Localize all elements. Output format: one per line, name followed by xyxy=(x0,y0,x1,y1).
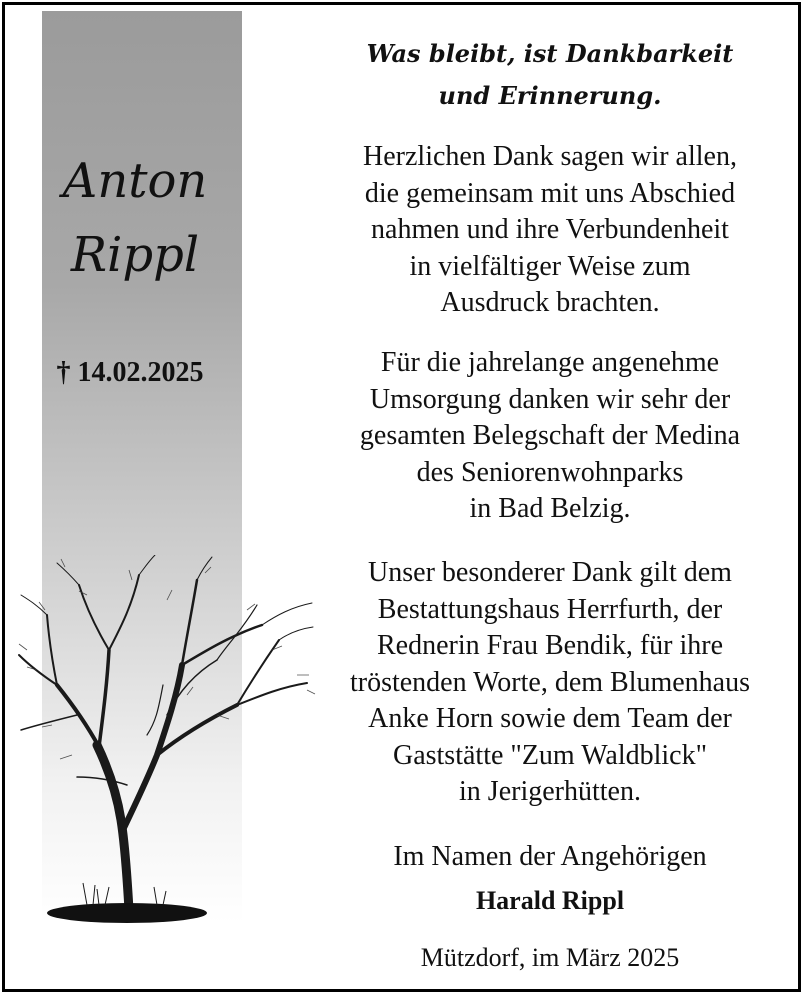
paragraph-line: Unser besonderer Dank gilt dem xyxy=(368,557,732,588)
motto xyxy=(305,33,795,117)
paragraph-line: Herzlichen Dank sagen wir allen, xyxy=(363,141,737,172)
paragraph-line: Umsorgung danken wir sehr der xyxy=(369,383,731,415)
deceased-first-name: Anton xyxy=(62,153,208,209)
deceased-last-name: Rippl xyxy=(70,227,200,283)
paragraph-line: in Bad Belzig. xyxy=(469,493,631,524)
paragraph-line: die gemeinsam mit uns Abschied xyxy=(364,177,736,209)
paragraph-line: Bestattungshaus Herrfurth, der xyxy=(377,593,723,625)
thanks-paragraph xyxy=(305,139,795,322)
paragraph-line: in vielfältiger Weise zum xyxy=(409,250,691,282)
death-date: † 14.02.2025 xyxy=(56,357,204,388)
paragraph-line: des Seniorenwohnparks xyxy=(416,456,684,488)
paragraph-line: nahmen und ihre Verbundenheit xyxy=(371,214,729,245)
paragraph-line: Für die jahrelange angenehme xyxy=(380,347,720,378)
paragraph-line: in Jerigerhütten. xyxy=(459,776,641,807)
motto-line: und Erinnerung. xyxy=(438,81,662,110)
obituary-card xyxy=(2,2,801,992)
motto-line: Was bleibt, ist Dankbarkeit xyxy=(366,39,734,68)
paragraph-line: Gaststätte "Zum Waldblick" xyxy=(392,739,708,771)
paragraph-line: Anke Horn sowie dem Team der xyxy=(368,703,732,734)
tree-silhouette-icon xyxy=(17,555,317,925)
paragraph-line: Ausdruck brachten. xyxy=(440,287,660,318)
signature-name: Harald Rippl xyxy=(475,886,625,915)
paragraph-line: gesamten Belegschaft der Medina xyxy=(359,420,741,451)
care-thanks-paragraph xyxy=(305,345,795,528)
special-thanks-paragraph xyxy=(305,555,795,811)
signature-intro: Im Namen der Angehörigen xyxy=(393,841,707,872)
place-date: Mützdorf, im März 2025 xyxy=(420,943,680,972)
paragraph-line: Rednerin Frau Bendik, für ihre xyxy=(376,630,724,661)
paragraph-line: tröstenden Worte, dem Blumenhaus xyxy=(349,666,751,698)
